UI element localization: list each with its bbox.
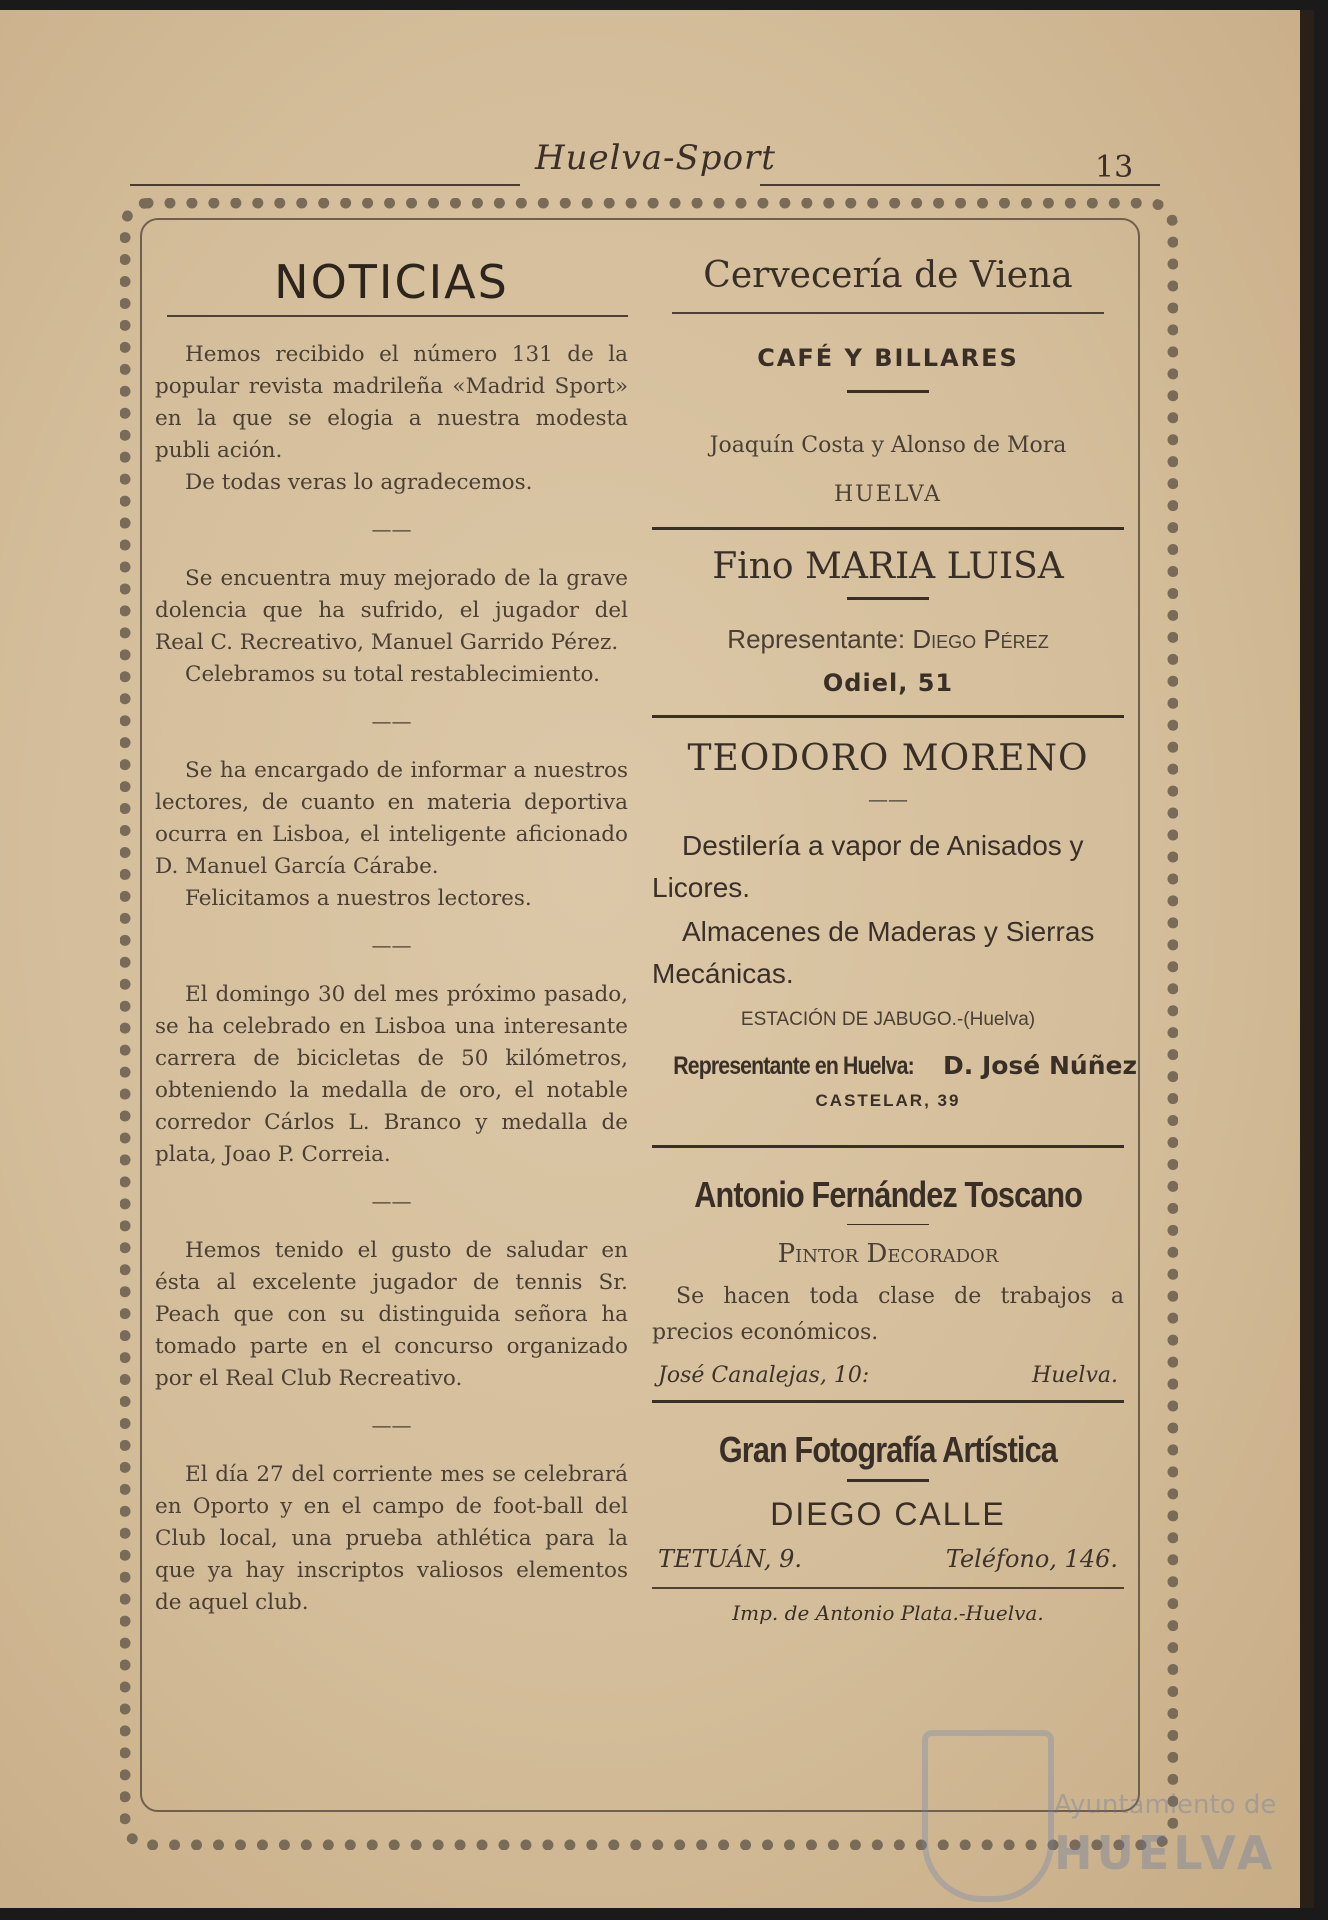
binding-edge (1300, 10, 1314, 1908)
ad-antonio-short-rule (847, 1224, 929, 1225)
ad-divider (652, 527, 1124, 530)
newspaper-page (0, 10, 1314, 1908)
news-paragraph: De todas veras lo agradecemos. (185, 470, 533, 495)
ad-cerveceria-subtitle: CAFÉ Y BILLARES (757, 344, 1019, 372)
ad-teodoro-title: TEODORO MORENO (687, 738, 1089, 779)
ad-antonio-description: Se hacen toda clase de trabajos a precios económicos. (652, 1284, 1124, 1345)
news-separator: —— (371, 517, 412, 541)
ad-maria-luisa-rep (652, 624, 1124, 655)
imprint-rule (652, 1587, 1124, 1589)
ad-fotografia-title: Gran Fotografía Artística (718, 1429, 1058, 1470)
ad-cerveceria-address: Joaquín Costa y Alonso de Mora (709, 433, 1067, 458)
news-separator: —— (371, 1413, 412, 1437)
ad-fotografia-short-rule (847, 1479, 929, 1482)
ad-teodoro-station: ESTACIÓN DE JABUGO.-(Huelva) (740, 1009, 1036, 1030)
header-title: Huelva-Sport (535, 138, 776, 178)
ad-teodoro-line1: Destilería a vapor de Anisados y Licores. (652, 830, 1084, 903)
imprint: Imp. de Antonio Plata.-Huelva. (732, 1601, 1044, 1625)
watermark-line1: Ayuntamiento de (1054, 1790, 1277, 1820)
watermark-line2: HUELVA (1054, 1826, 1277, 1880)
ad-antonio-footer (658, 1363, 1118, 1388)
news-paragraph: Hemos recibido el número 131 de la popular revista madrileña «Madrid Sport» en la que se elogia a nuestra modesta publi ación. (155, 342, 628, 463)
page-number: 13 (1095, 150, 1134, 185)
ad-antonio (652, 1164, 1124, 1388)
noticias-rule (167, 315, 628, 317)
ad-antonio-address: José Canalejas, 10: (658, 1363, 870, 1388)
news-paragraph: Se encuentra muy mejorado de la grave dolencia que ha sufrido, el jugador del Real C. Recreativo, Manuel Garrido Pérez. (155, 566, 628, 655)
news-separator: —— (371, 1189, 412, 1213)
ad-fotografia-footer (658, 1545, 1118, 1573)
ad-fotografia-address: TETUÁN, 9. (658, 1545, 802, 1573)
ad-maria-luisa-short-rule (847, 597, 929, 600)
ad-maria-luisa-address: Odiel, 51 (822, 669, 954, 697)
ad-antonio-title: Antonio Fernández Toscano (694, 1174, 1082, 1215)
ad-divider (652, 715, 1124, 718)
news-separator: —— (371, 709, 412, 733)
ad-fotografia-phone: Teléfono, 146. (945, 1545, 1118, 1573)
news-paragraph: Celebramos su total restablecimiento. (185, 662, 600, 687)
ad-maria-luisa (652, 546, 1124, 697)
ad-teodoro-line2: Almacenes de Maderas y Sierras Mecánicas. (652, 916, 1095, 989)
ad-fotografia-name: DIEGO CALLE (770, 1496, 1006, 1532)
ad-teodoro-rep-name: D. José Núñez (943, 1051, 1137, 1080)
ad-maria-luisa-rep-name: Diego Pérez (912, 624, 1049, 654)
ad-fotografia (652, 1419, 1124, 1573)
ad-teodoro-rep-address: CASTELAR, 39 (815, 1091, 961, 1110)
ad-maria-luisa-rep-label: Representante: (727, 624, 906, 654)
ad-divider (652, 1145, 1124, 1148)
ad-cerveceria-short-rule (847, 390, 929, 393)
header-rule-left (130, 184, 520, 186)
news-paragraph: Hemos tenido el gusto de saludar en ésta al excelente jugador de tennis Sr. Peach que con su distinguida señora ha tomado parte en el concurso organizado por el Real Club Recreativo. (155, 1238, 628, 1391)
ad-cerveceria-title: Cervecería de Viena (703, 255, 1073, 296)
ad-antonio-subtitle: Pintor Decorador (777, 1239, 999, 1269)
ad-divider (652, 1400, 1124, 1403)
ad-teodoro-rep-label: Representante en Huelva: (673, 1052, 914, 1080)
news-paragraph: Felicitamos a nuestros lectores. (185, 886, 532, 911)
ad-teodoro (652, 738, 1137, 1111)
ad-maria-luisa-title: Fino MARIA LUISA (712, 546, 1064, 587)
ad-teodoro-rep (652, 1051, 1137, 1081)
ad-antonio-city: Huelva. (1032, 1363, 1118, 1388)
news-paragraph: Se ha encargado de informar a nuestros lectores, de cuanto en materia deportiva ocurra en Lisboa, el inteligente aficionado D. Manuel García Cárabe. (155, 758, 628, 879)
ad-teodoro-dash: —— (868, 787, 908, 811)
archive-watermark (908, 1730, 1308, 1908)
news-separator: —— (371, 933, 412, 957)
coat-of-arms-icon (922, 1730, 1054, 1902)
ad-cerveceria-rule (672, 312, 1104, 314)
news-paragraph: El domingo 30 del mes próximo pasado, se ha celebrado en Lisboa una interesante carrera de bicicletas de 50 kilómetros, obteniendo la medalla de oro, el notable corredor Cárlos L. Branco y medalla de plata, Joao P. Correia. (155, 982, 628, 1167)
ad-cerveceria-city: HUELVA (833, 482, 943, 507)
news-paragraph: El día 27 del corriente mes se celebrará en Oporto y en el campo de foot-ball del Club local, una prueba athlética para la que ya hay inscriptos valiosos elementos de aquel club. (155, 1462, 628, 1615)
ads-column (652, 245, 1137, 1625)
noticias-column (155, 245, 628, 1619)
ad-cerveceria (652, 255, 1124, 507)
noticias-title: NOTICIAS (274, 255, 509, 309)
